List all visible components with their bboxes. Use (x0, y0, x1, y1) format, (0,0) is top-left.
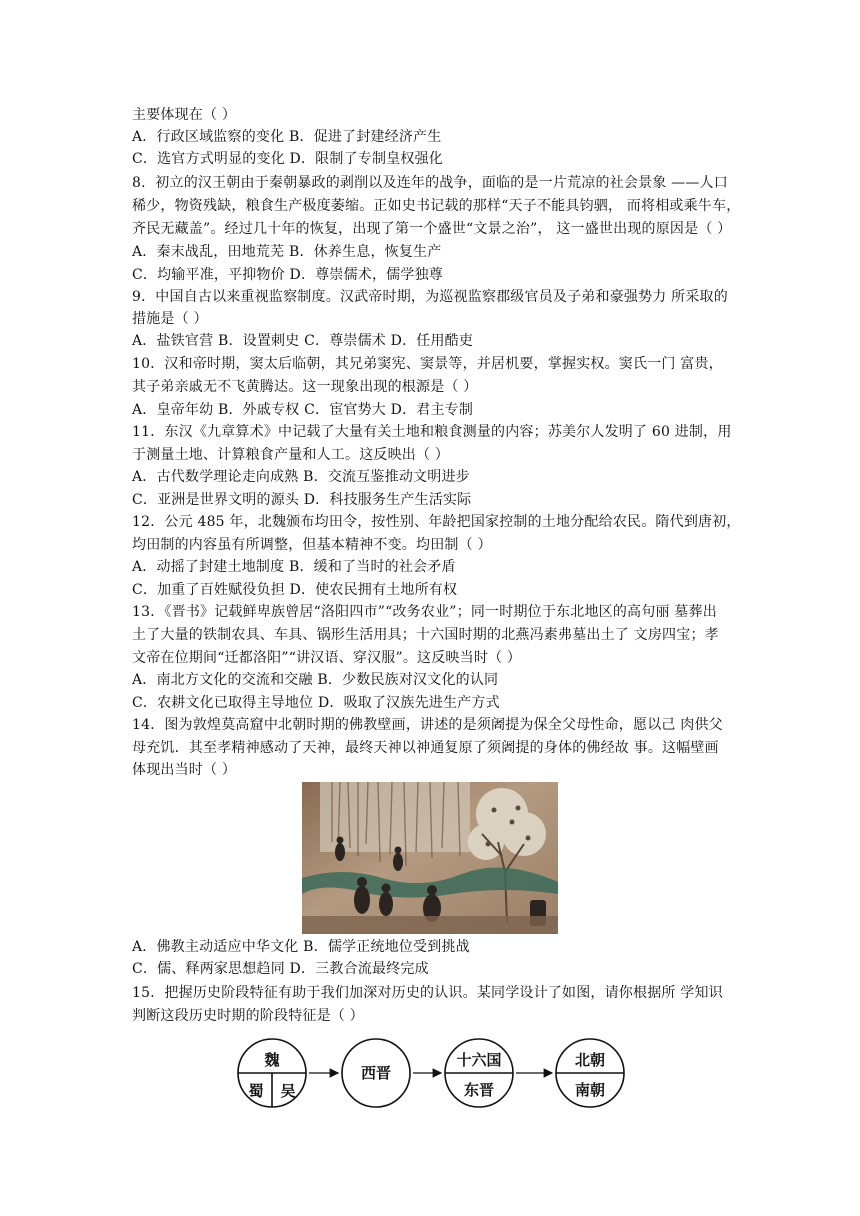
question-13: 13．《晋书》记载鲜卑族曾居“洛阳四市”“改务农业”；同一时期位于东北地区的高句丽 墓葬出 (132, 604, 717, 620)
text-line: 体现出当时（ ） (132, 762, 237, 778)
text-line: A．佛教主动适应中华文化 B．儒学正统地位受到挑战 (132, 939, 470, 955)
label-eastern-jin: 东晋 (463, 1081, 495, 1099)
label-western-jin: 西晋 (360, 1064, 392, 1082)
question-14: 14．图为敦煌莫高窟中北朝时期的佛教壁画，讲述的是须阇提为保全父母性命，愿以己 肉供父 (132, 717, 723, 733)
text-line: C．亚洲是世界文明的源头 D．科技服务生产生活实际 (132, 492, 472, 508)
question-8: 8．初立的汉王朝由于秦朝暴政的剥削以及连年的战争，面临的是一片荒凉的社会景象 ——人口 (132, 175, 728, 191)
text-line: C．选官方式明显的变化 D．限制了专制皇权强化 (132, 151, 443, 167)
text-line: C．农耕文化已取得主导地位 D．吸取了汉族先进生产方式 (132, 695, 500, 711)
label-shu: 蜀 (248, 1082, 264, 1100)
text-line: 稀少，物资残缺，粮食生产极度萎缩。正如史书记载的那样“天子不能具钧驷， 而将相或乘牛车， (132, 198, 741, 214)
text-line: 土了大量的铁制农具、车具、锅形生活用具；十六国时期的北燕冯素弗墓出土了 文房四宝；孝 (132, 627, 719, 643)
text-line: C．儒、释两家思想趋同 D．三教合流最终完成 (132, 961, 429, 977)
label-wu: 吴 (280, 1082, 296, 1100)
label-wei: 魏 (264, 1051, 280, 1069)
dunhuang-mural-image (302, 782, 558, 934)
text-line: 其子弟亲戚无不飞黄腾达。这一现象出现的根源是（ ） (132, 379, 478, 395)
text-line: A．古代数学理论走向成熟 B．交流互鉴推动文明进步 (132, 469, 470, 485)
text-line: 判断这段历史时期的阶段特征是（ ） (132, 1008, 364, 1024)
question-9: 9．中国自古以来重视监察制度。汉武帝时期，为巡视监察郡级官员及子弟和豪强势力 所采取的 (132, 289, 728, 305)
dynasty-flow-diagram (236, 1037, 628, 1109)
label-southern-dynasties: 南朝 (574, 1081, 606, 1099)
text-line: C．加重了百姓赋役负担 D．使农民拥有土地所有权 (132, 582, 458, 598)
question-12: 12．公元 485 年，北魏颁布均田令，按性别、年龄把国家控制的土地分配给农民。隋代到唐初， (132, 514, 741, 530)
text-line: A．南北方文化的交流和交融 B．少数民族对汉文化的认同 (132, 672, 499, 688)
text-line: C．均输平准，平抑物价 D．尊崇儒术，儒学独尊 (132, 267, 443, 283)
text-line: 主要体现在（ ） (132, 107, 237, 123)
text-line: 母充饥．其至孝精神感动了天神，最终天神以神通复原了须阇提的身体的佛经故 事。这幅壁画 (132, 740, 719, 756)
text-line: A．盐铁官营 B．设置刺史 C．尊崇儒术 D．任用酷吏 (132, 333, 474, 349)
question-10: 10．汉和帝时期，窦太后临朝，其兄弟窦宪、窦景等，并居机要，掌握实权。窦氏一门 富贵， (132, 356, 723, 372)
text-line: 文帝在位期间“迁都洛阳”“讲汉语、穿汉服”。这反映当时（ ） (132, 650, 522, 666)
text-line: A．动摇了封建土地制度 B．缓和了当时的社会矛盾 (132, 559, 456, 575)
text-line: A．行政区域监察的变化 B．促进了封建经济产生 (132, 129, 442, 145)
text-line: 均田制的内容虽有所调整，但基本精神不变。均田制（ ） (132, 537, 492, 553)
label-sixteen-kingdoms: 十六国 (456, 1051, 502, 1069)
question-15: 15．把握历史阶段特征有助于我们加深对历史的认识。某同学设计了如图，请你根据所 学知识 (132, 985, 723, 1001)
text-line: A．皇帝年幼 B．外戚专权 C．宦官势大 D．君主专制 (132, 402, 474, 418)
label-northern-dynasties: 北朝 (574, 1051, 606, 1069)
question-11: 11．东汉《九章算术》中记载了大量有关土地和粮食测量的内容；苏美尔人发明了 60 进制，用 (132, 424, 732, 440)
text-line: 措施是（ ） (132, 311, 208, 327)
text-line: 于测量土地、计算粮食产量和人工。这反映出（ ） (132, 447, 450, 463)
text-line: 齐民无藏盖”。经过几十年的恢复，出现了第一个盛世“文景之治”， 这一盛世出现的原因是（ ） (132, 221, 732, 237)
text-line: A．秦末战乱，田地荒芜 B．休养生息，恢复生产 (132, 244, 442, 260)
